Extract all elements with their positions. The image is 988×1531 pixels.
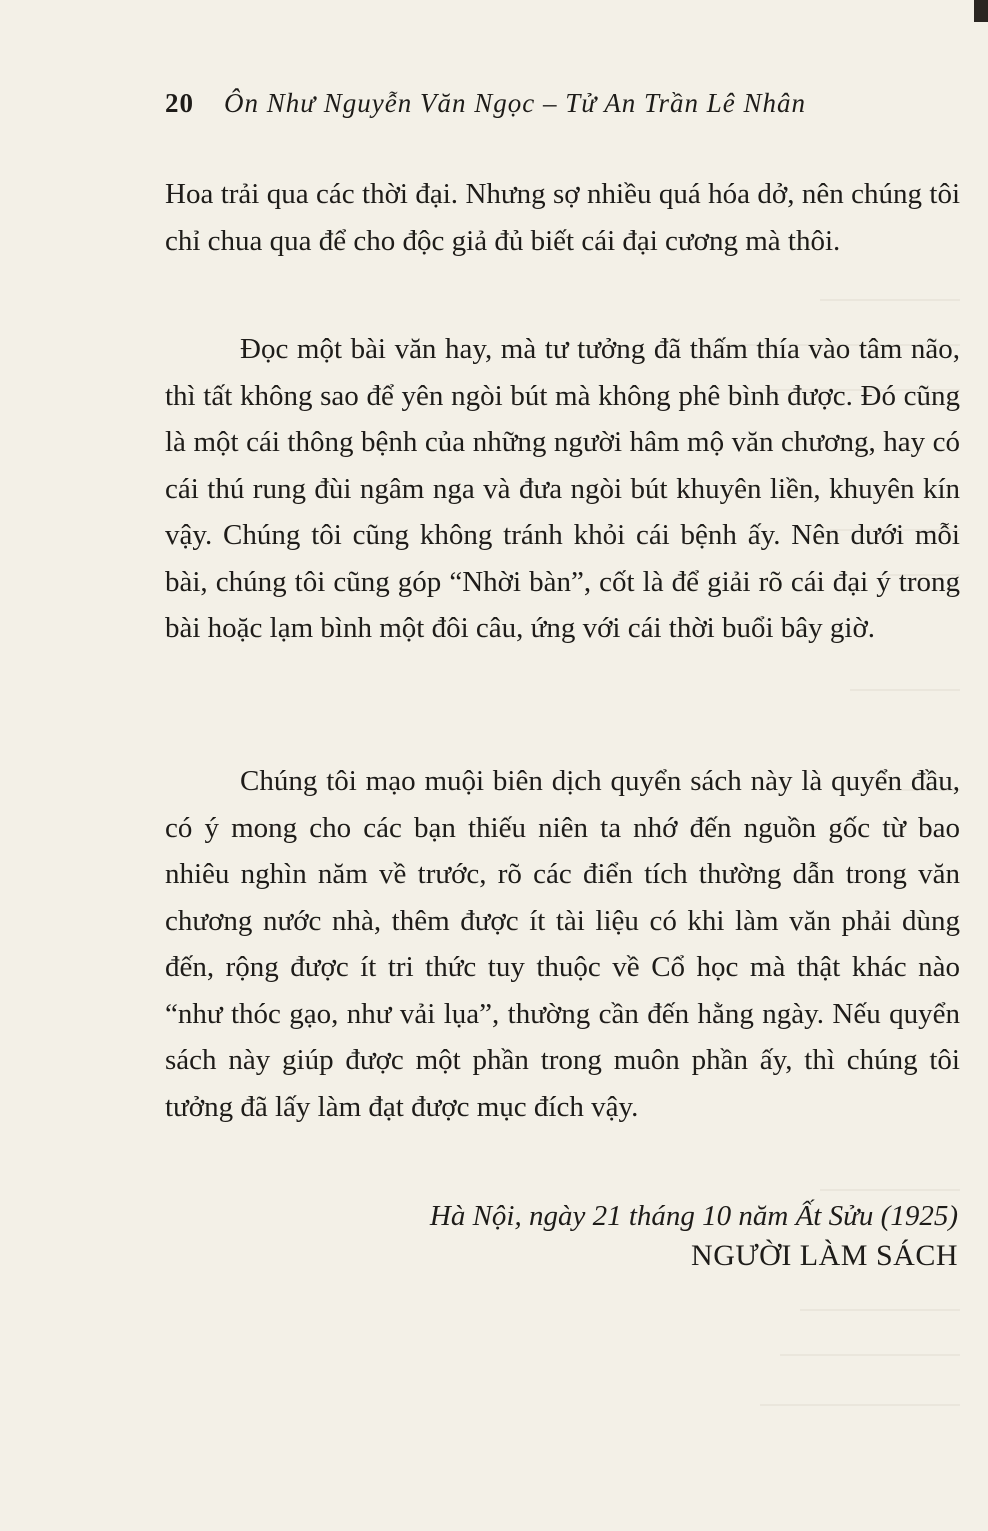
body-paragraph: Chúng tôi mạo muội biên dịch quyển sách này là quyển đầu, có ý mong cho các bạn thiếu niên ta nhớ đến nguồn gốc từ bao nhiêu nghìn năm về trước, rõ các điển tích thường dẫn trong văn chương nước nhà, thêm được ít tài liệu có khi làm văn phải dùng đến, rộng được ít tri thức tuy thuộc về Cổ học mà thật khác nào “như thóc gạo, như vải lụa”, thường cần đến hằng ngày. Nếu quyển sách này giúp được một phần trong muôn phần ấy, thì chúng tôi tưởng đã lấy làm đạt được mục đích vậy. (165, 765, 960, 1123)
running-title: Ôn Như Nguyễn Văn Ngọc – Tử An Trần Lê Nhân (224, 88, 806, 118)
corner-tab-mark (974, 0, 988, 22)
running-header (165, 88, 965, 128)
page-number: 20 (165, 88, 194, 118)
signature-date: Hà Nội, ngày 21 tháng 10 năm Ất Sửu (1925) (429, 1200, 958, 1232)
body-paragraph: Hoa trải qua các thời đại. Nhưng sợ nhiều quá hóa dở, nên chúng tôi chỉ chua qua để cho độc giả đủ biết cái đại cương mà thôi. (165, 178, 960, 257)
body-paragraph: Đọc một bài văn hay, mà tư tưởng đã thấm thía vào tâm não, thì tất không sao để yên ngòi bút mà không phê bình được. Đó cũng là một cái thông bệnh của những người hâm mộ văn chương, hay có cái thú rung đùi ngâm nga và đưa ngòi bút khuyên liền, khuyên kín vậy. Chúng tôi cũng không tránh khỏi cái bệnh ấy. Nên dưới mỗi bài, chúng tôi cũng góp “Nhời bàn”, cốt là để giải rõ cái đại ý trong bài hoặc lạm bình một đôi câu, ứng với cái thời buổi bây giờ. (165, 333, 960, 644)
signature-author: NGƯỜI LÀM SÁCH (691, 1239, 958, 1272)
